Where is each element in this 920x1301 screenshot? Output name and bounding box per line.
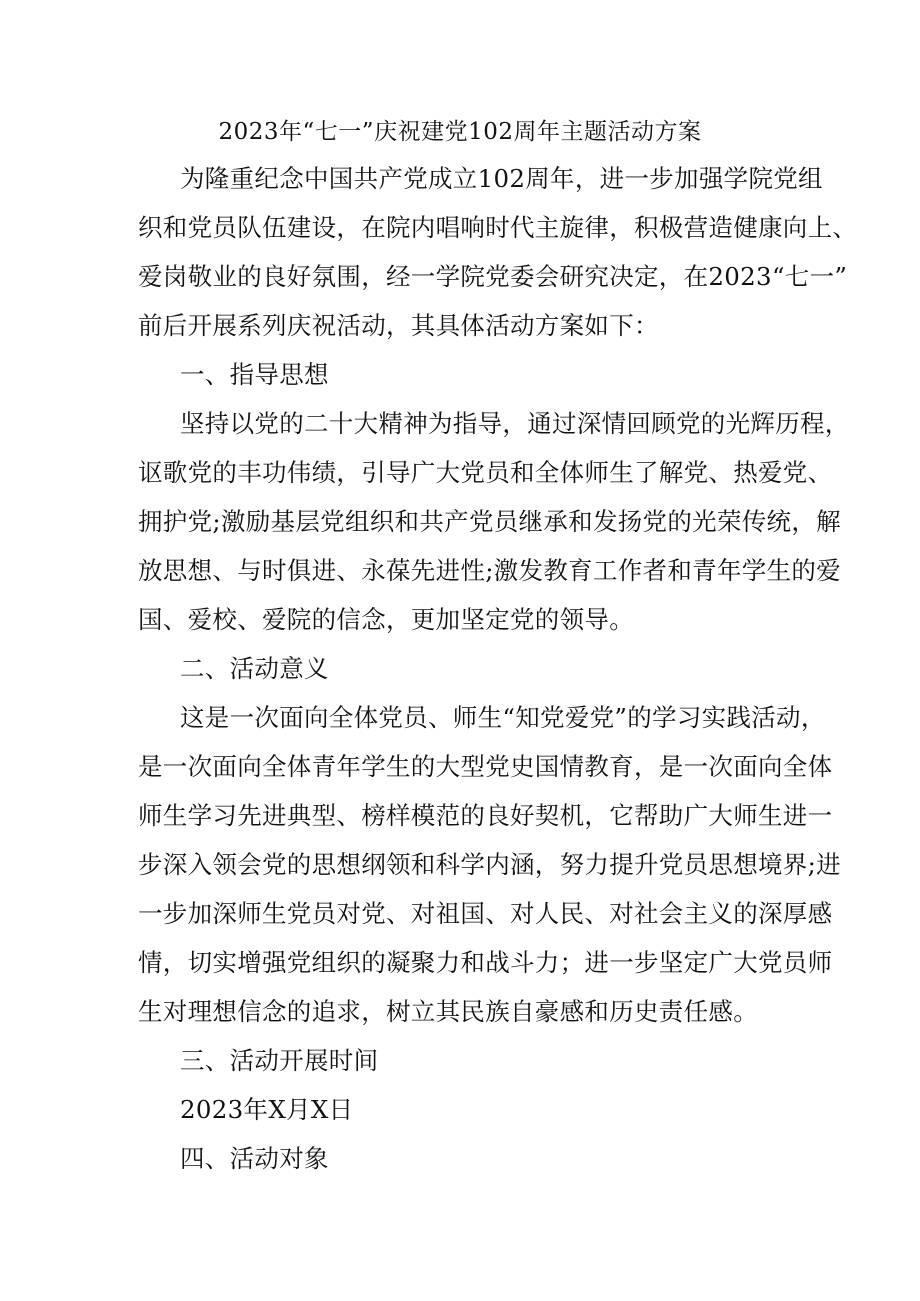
paragraph-line: 2023年X月X日 bbox=[180, 1095, 354, 1124]
paragraph-line: 这是一次面向全体党员、师生“知党爱党”的学习实践活动， bbox=[180, 703, 826, 732]
paragraph-line: 讴歌党的丰功伟绩，引导广大党员和全体师生了解党、热爱党、 bbox=[138, 458, 833, 487]
paragraph-line: 拥护党;激励基层党组织和共产党员继承和发扬党的光荣传统，解 bbox=[138, 507, 841, 536]
paragraph-line: 生对理想信念的追求，树立其民族自豪感和历史责任感。 bbox=[138, 997, 758, 1026]
document-title: 2023年“七一”庆祝建党102周年主题活动方案 bbox=[218, 119, 702, 145]
paragraph-line: 爱岗敬业的良好氛围，经一学院党委会研究决定，在2023“七一” bbox=[138, 262, 848, 291]
section-heading: 一、指导思想 bbox=[180, 360, 329, 389]
paragraph-line: 织和党员队伍建设，在院内唱响时代主旋律，积极营造健康向上、 bbox=[138, 213, 858, 242]
paragraph-line: 师生学习先进典型、榜样模范的良好契机，它帮助广大师生进一 bbox=[138, 801, 833, 830]
paragraph-line: 国、爱校、爱院的信念，更加坚定党的领导。 bbox=[138, 605, 634, 634]
paragraph-line: 放思想、与时俱进、永葆先进性;激发教育工作者和青年学生的爱 bbox=[138, 556, 841, 585]
paragraph-line: 情，切实增强党组织的凝聚力和战斗力；进一步坚定广大党员师 bbox=[138, 948, 833, 977]
paragraph-line: 步深入领会党的思想纲领和科学内涵，努力提升党员思想境界;进 bbox=[138, 850, 841, 879]
paragraph-line: 是一次面向全体青年学生的大型党史国情教育，是一次面向全体 bbox=[138, 752, 833, 781]
section-heading: 二、活动意义 bbox=[180, 654, 329, 683]
section-heading: 四、活动对象 bbox=[180, 1144, 329, 1173]
paragraph-line: 一步加深师生党员对党、对祖国、对人民、对社会主义的深厚感 bbox=[138, 899, 833, 928]
paragraph-line: 为隆重纪念中国共产党成立102周年，进一步加强学院党组 bbox=[180, 164, 823, 193]
paragraph-line: 前后开展系列庆祝活动，其具体活动方案如下： bbox=[138, 311, 659, 340]
section-heading: 三、活动开展时间 bbox=[180, 1046, 379, 1075]
paragraph-line: 坚持以党的二十大精神为指导，通过深情回顾党的光辉历程， bbox=[180, 409, 850, 438]
